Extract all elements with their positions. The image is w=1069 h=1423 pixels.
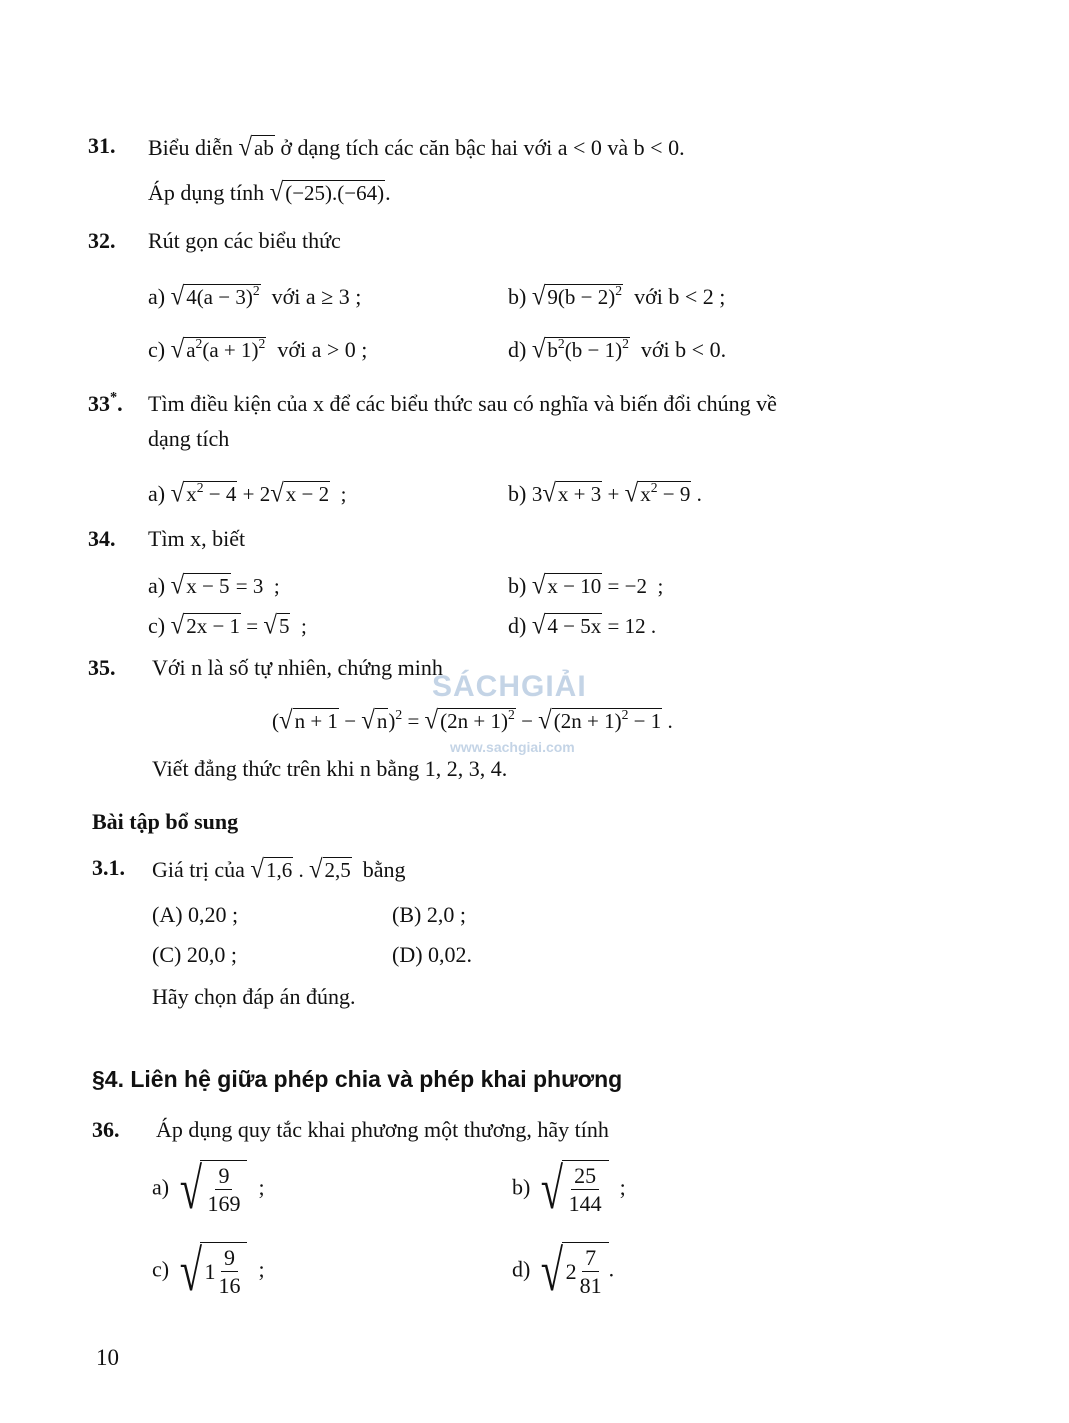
problem-35-number: 35. — [88, 655, 116, 680]
problem-3-1-number: 3.1. — [92, 855, 125, 880]
problem-3-1-instruction: Hãy chọn đáp án đúng. — [152, 984, 356, 1009]
problem-35-text: Với n là số tự nhiên, chứng minh — [152, 655, 443, 680]
problem-32-text: Rút gọn các biểu thức — [148, 228, 341, 253]
problem-34-a: a) √x − 5 = 3 ; — [148, 571, 280, 600]
problem-33-line2: dạng tích — [148, 426, 230, 451]
problem-31-line1: Biểu diễn √ab ở dạng tích các căn bậc hai với a < 0 và b < 0. — [148, 133, 685, 162]
problem-36-text: Áp dụng quy tắc khai phương một thương, hãy tính — [156, 1117, 609, 1142]
problem-35-identity: $(√n + 1 - √n)^2 = √(2n + 1)^2 - √(2n + 1)^2 - 1$ . — [272, 706, 673, 735]
watermark-logo: SÁCHGIẢI — [432, 670, 587, 703]
page-number: 10 — [96, 1345, 119, 1370]
problem-36-d: d) √ 2 $\frac{7}{81}$ . — [512, 1238, 615, 1303]
problem-31-number: 31. — [88, 133, 116, 158]
problem-32-d: d) $√b^2(b - 1)^2$ với b < 0. — [508, 335, 727, 364]
problem-36-number: 36. — [92, 1117, 120, 1142]
problem-34-number: 34. — [88, 526, 116, 551]
option-d: (D) 0,02. — [392, 942, 473, 967]
watermark-url: www.sachgiai.com — [450, 739, 575, 755]
section-4-heading: §4. Liên hệ giữa phép chia và phép khai phương — [92, 1066, 623, 1092]
problem-33-a: a) $√x^2 - 4 + 2√x - 2$ ; — [148, 479, 347, 508]
problem-33-b: b) $3√x + 3 + √x^2 - 9$ . — [508, 479, 702, 508]
sqrt-ab: ab — [254, 136, 274, 160]
problem-34-text: Tìm x, biết — [148, 526, 246, 551]
option-c: (C) 20,0 ; — [152, 942, 237, 967]
option-a: (A) 0,20 ; — [152, 902, 239, 927]
problem-36-a: a) √ $\frac{9}{169}$ ; — [152, 1156, 265, 1221]
problem-34-c: c) √2x − 1 = √5 ; — [148, 611, 307, 640]
problem-34-d: d) √4 − 5x = 12 . — [508, 611, 657, 640]
problem-32-a: a) $√4(a - 3)^2$ với a ≥ 3 ; — [148, 282, 362, 311]
option-b: (B) 2,0 ; — [392, 902, 466, 927]
supplement-heading: Bài tập bổ sung — [92, 809, 239, 834]
problem-32-b: b) $√9(b - 2)^2$ với b < 2 ; — [508, 282, 726, 311]
problem-31-line2: Áp dụng tính √(−25).(−64). — [148, 178, 391, 207]
problem-36-b: b) √ $\frac{25}{144}$ ; — [512, 1156, 626, 1221]
problem-36-c: c) √ 1 $\frac{9}{16}$ ; — [152, 1238, 265, 1303]
problem-32-c: c) $√a^2(a + 1)^2$ với a > 0 ; — [148, 335, 368, 364]
problem-3-1-text: Giá trị của √1,6 . √2,5 bằng — [152, 855, 406, 884]
problem-33-line1: Tìm điều kiện của x để các biểu thức sau có nghĩa và biến đổi chúng về — [148, 391, 777, 416]
problem-34-b: b) √x − 10 = −2 ; — [508, 571, 664, 600]
problem-35-line3: Viết đẳng thức trên khi n bằng 1, 2, 3, 4. — [152, 756, 508, 781]
problem-32-number: 32. — [88, 228, 116, 253]
problem-33-number: 33*. — [88, 389, 123, 416]
